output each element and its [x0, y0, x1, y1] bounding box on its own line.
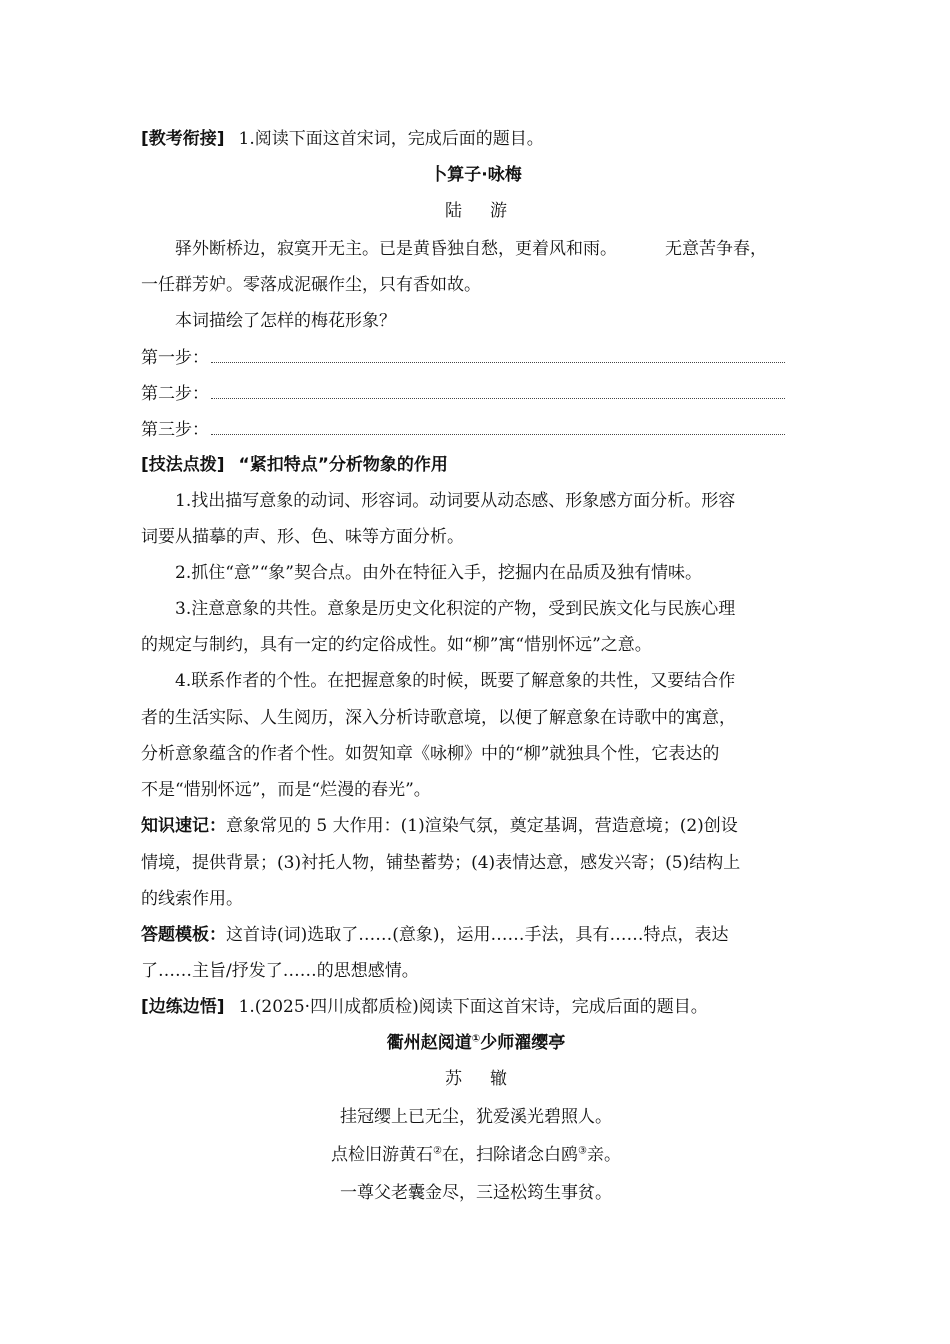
tip4-line3: 分析意象蕴含的作者个性。如贺知章《咏柳》中的“柳”就独具个性，它表达的 — [141, 744, 720, 764]
poem1-author-second: 游 — [490, 201, 507, 221]
step3-answer-line[interactable] — [211, 416, 785, 435]
tip3-line2: 的规定与制约，具有一定的约定俗成性。如“柳”寓“惜别怀远”之意。 — [141, 635, 652, 655]
poem1-line1 — [175, 236, 811, 262]
poem1-line1a: 驿外断桥边，寂寞开无主。已是黄昏独自愁，更着风和雨。 — [175, 239, 617, 259]
section1-prompt-line — [141, 126, 544, 152]
poem1-author-first: 陆 — [445, 201, 462, 221]
tip4-line2: 者的生活实际、人生阅历，深入分析诗歌意境，以便了解意象在诗歌中的寓意， — [141, 708, 736, 728]
step1-label: 第一步： — [141, 348, 209, 368]
section1-prompt: 1.阅读下面这首宋词，完成后面的题目。 — [238, 129, 544, 149]
poem2-line3: 一尊父老囊金尽，三迳松筠生事贫。 — [340, 1183, 612, 1203]
knowledge-line2: 情境，提供背景；(3)衬托人物，铺垫蓄势；(4)表情达意，感发兴寄；(5)结构上 — [141, 853, 741, 873]
tip4-line1: 4.联系作者的个性。在把握意象的时候，既要了解意象的共性，又要结合作 — [175, 671, 736, 691]
section2-tag: [技法点拨] — [141, 455, 225, 475]
poem2-author — [141, 1066, 811, 1092]
poem2-author-first: 苏 — [445, 1069, 462, 1089]
knowledge-line3: 的线索作用。 — [141, 889, 243, 909]
template-text1: 这首诗(词)选取了……(意象)，运用……手法，具有……特点，表达 — [226, 925, 729, 945]
step2-answer-line[interactable] — [211, 380, 785, 399]
section3-prompt: 1.(2025·四川成都质检)阅读下面这首宋诗，完成后面的题目。 — [238, 997, 708, 1017]
poem2-author-second: 辙 — [490, 1069, 507, 1089]
poem2-title-part1: 衢州赵阅道 — [386, 1033, 472, 1053]
knowledge-label: 知识速记： — [141, 816, 226, 836]
poem1-author — [141, 198, 811, 224]
poem2-line2 — [141, 1142, 811, 1168]
template-line2: 了……主旨/抒发了……的思想感情。 — [141, 961, 419, 981]
knowledge-line1 — [141, 813, 738, 839]
footnote-marker-1: ① — [471, 1033, 481, 1045]
step3-label: 第三步： — [141, 420, 209, 440]
tip1-line2: 词要从描摹的声、形、色、味等方面分析。 — [141, 527, 464, 547]
poem1-line2: 一任群芳妒。零落成泥碾作尘，只有香如故。 — [141, 275, 481, 295]
question1: 本词描绘了怎样的梅花形象？ — [175, 311, 396, 331]
poem1-line1b: 无意苦争春， — [665, 239, 767, 259]
section1-tag: [教考衔接] — [141, 129, 225, 149]
poem2-line2-part1: 点检旧游黄石 — [331, 1145, 434, 1165]
footnote-marker-2: ② — [433, 1145, 442, 1157]
section3-tag: [边练边悟] — [141, 997, 225, 1017]
tip1-line1: 1.找出描写意象的动词、形容词。动词要从动态感、形象感方面分析。形容 — [175, 491, 736, 511]
tip3-line1: 3.注意意象的共性。意象是历史文化积淀的产物，受到民族文化与民族心理 — [175, 599, 736, 619]
step2-label: 第二步： — [141, 384, 209, 404]
tip4-line4: 不是“惜别怀远”，而是“烂漫的春光”。 — [141, 780, 431, 800]
section2-heading: “紧扣特点”分析物象的作用 — [238, 455, 448, 475]
template-label: 答题模板： — [141, 925, 226, 945]
poem2-line2-part2: 在，扫除诸念白鸥 — [442, 1145, 578, 1165]
knowledge-text1: 意象常见的 5 大作用：(1)渲染气氛，奠定基调，营造意境；(2)创设 — [226, 816, 738, 836]
tip2-line1: 2.抓住“意”“象”契合点。由外在特征入手，挖掘内在品质及独有情味。 — [175, 563, 702, 583]
section3-prompt-line — [141, 994, 708, 1020]
poem2-line2-part3: 亲。 — [586, 1145, 621, 1165]
answer-step2 — [141, 380, 785, 406]
poem2-title — [141, 1030, 811, 1056]
template-line1 — [141, 922, 729, 948]
step1-answer-line[interactable] — [211, 344, 785, 363]
poem2-title-part2: 少师濯缨亭 — [480, 1033, 566, 1053]
poem2-line1: 挂冠缨上已无尘，犹爱溪光碧照人。 — [340, 1107, 612, 1127]
section2-heading-line — [141, 452, 448, 478]
footnote-marker-3: ③ — [578, 1145, 587, 1157]
answer-step3 — [141, 416, 785, 442]
answer-step1 — [141, 344, 785, 370]
poem1-title: 卜算子·咏梅 — [430, 165, 522, 185]
